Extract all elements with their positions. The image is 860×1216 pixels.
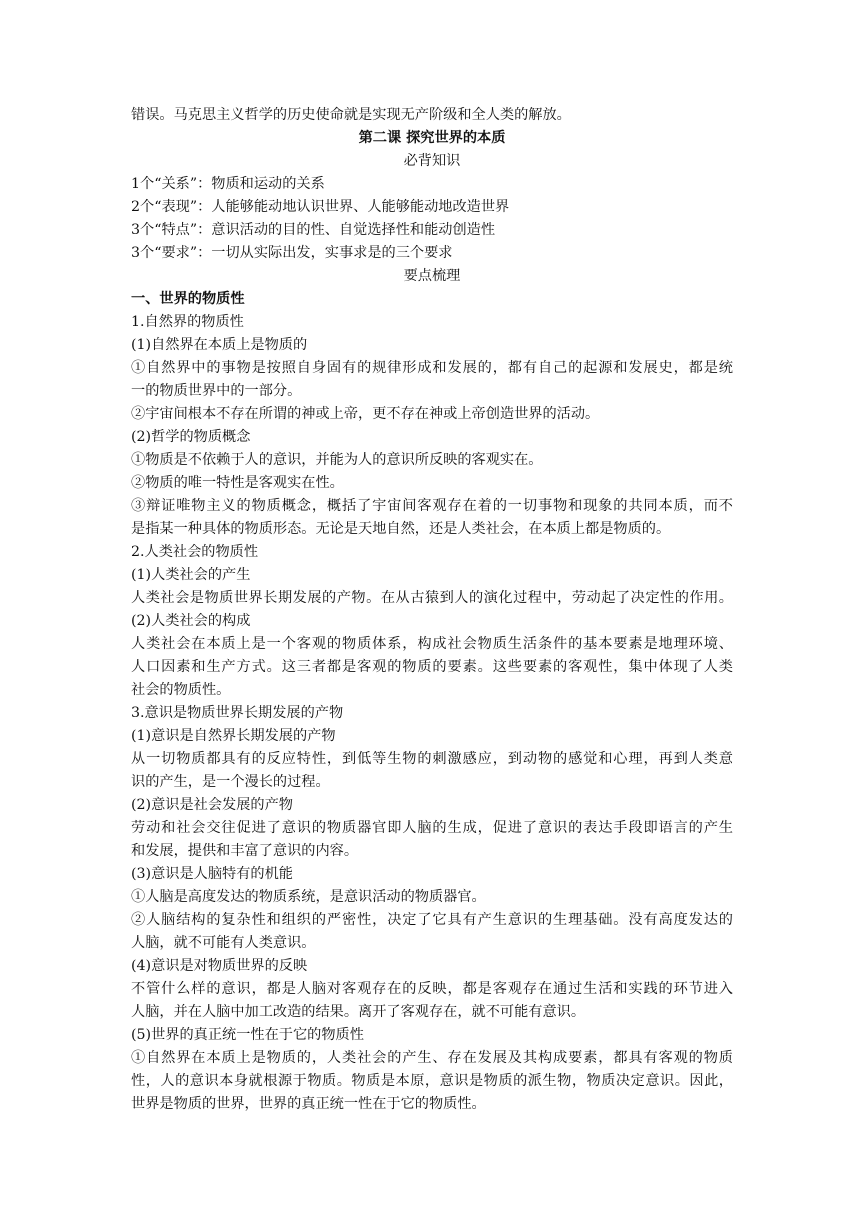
- text-line: 世界是物质的世界，世界的真正统一性在于它的物质性。: [131, 1096, 486, 1112]
- text-line: 和发展，提供和丰富了意识的内容。: [131, 843, 359, 859]
- text-line: 人脑，就不可能有人类意识。: [131, 935, 316, 951]
- text-line: ①自然界中的事物是按照自身固有的规律形成和发展的，都有自己的起源和发展史，都是统: [131, 360, 733, 376]
- text-line: 识的产生，是一个漫长的过程。: [131, 774, 330, 790]
- text-line: ①人脑是高度发达的物质系统，是意识活动的物质器官。: [131, 889, 486, 905]
- subsection-title: 必背知识: [403, 153, 461, 169]
- lesson-title: 第二课 探究世界的本质: [358, 130, 506, 146]
- text-line: 3个“特点”：意识活动的目的性、自觉选择性和能动创造性: [131, 222, 496, 238]
- text-line: 一的物质世界中的一部分。: [131, 383, 302, 399]
- text-line: 从一切物质都具有的反应特性，到低等生物的刺激感应，到动物的感觉和心理，再到人类意: [131, 751, 733, 767]
- text-line: (2)人类社会的构成: [131, 613, 251, 629]
- text-line: 2.人类社会的物质性: [131, 544, 259, 560]
- text-line: (2)哲学的物质概念: [131, 429, 251, 445]
- text-line: 性，人的意识本身就根源于物质。物质是本原，意识是物质的派生物，物质决定意识。因此，: [131, 1073, 733, 1089]
- document-page: [131, 104, 733, 1116]
- text-line: (1)自然界在本质上是物质的: [131, 337, 308, 353]
- text-line: 人类社会是物质世界长期发展的产物。在从古猿到人的演化过程中，劳动起了决定性的作用。: [131, 590, 733, 606]
- text-line: 3个“要求”：一切从实际出发，实事求是的三个要求: [131, 245, 453, 261]
- text-line: 是指某一种具体的物质形态。无论是天地自然，还是人类社会，在本质上都是物质的。: [131, 521, 671, 537]
- text-line: 错误。马克思主义哲学的历史使命就是实现无产阶级和全人类的解放。: [131, 107, 571, 123]
- text-line: 2个“表现”：人能够能动地认识世界、人能够能动地改造世界: [131, 199, 510, 215]
- text-line: (1)意识是自然界长期发展的产物: [131, 728, 336, 744]
- text-line: (1)人类社会的产生: [131, 567, 251, 583]
- text-line: ②物质的唯一特性是客观实在性。: [131, 475, 344, 491]
- text-line: 1个“关系”：物质和运动的关系: [131, 176, 325, 192]
- text-line: (2)意识是社会发展的产物: [131, 797, 293, 813]
- text-line: ②宇宙间根本不存在所谓的神或上帝，更不存在神或上帝创造世界的活动。: [131, 406, 600, 422]
- text-line: 1.自然界的物质性: [131, 314, 244, 330]
- text-line: ①物质是不依赖于人的意识，并能为人的意识所反映的客观实在。: [131, 452, 543, 468]
- text-line: (3)意识是人脑特有的机能: [131, 866, 293, 882]
- subsection-title: 要点梳理: [403, 268, 461, 284]
- text-line: 人口因素和生产方式。这三者都是客观的物质的要素。这些要素的客观性，集中体现了人类: [131, 659, 733, 675]
- text-line: 3.意识是物质世界长期发展的产物: [131, 705, 344, 721]
- text-line: ①自然界在本质上是物质的，人类社会的产生、存在发展及其构成要素，都具有客观的物质: [131, 1050, 733, 1066]
- text-line: 社会的物质性。: [131, 682, 231, 698]
- section-heading: 一、世界的物质性: [131, 291, 245, 307]
- text-line: (4)意识是对物质世界的反映: [131, 958, 308, 974]
- text-line: ③辩证唯物主义的物质概念，概括了宇宙间客观存在着的一切事物和现象的共同本质，而不: [131, 498, 733, 514]
- text-line: (5)世界的真正统一性在于它的物质性: [131, 1027, 364, 1043]
- text-line: 人脑，并在人脑中加工改造的结果。离开了客观存在，就不可能有意识。: [131, 1004, 586, 1020]
- text-line: 劳动和社会交往促进了意识的物质器官即人脑的生成，促进了意识的表达手段即语言的产生: [131, 820, 733, 836]
- text-line: ②人脑结构的复杂性和组织的严密性，决定了它具有产生意识的生理基础。没有高度发达的: [131, 912, 733, 928]
- text-line: 人类社会在本质上是一个客观的物质体系，构成社会物质生活条件的基本要素是地理环境、: [131, 636, 733, 652]
- text-line: 不管什么样的意识，都是人脑对客观存在的反映，都是客观存在通过生活和实践的环节进入: [131, 981, 733, 997]
